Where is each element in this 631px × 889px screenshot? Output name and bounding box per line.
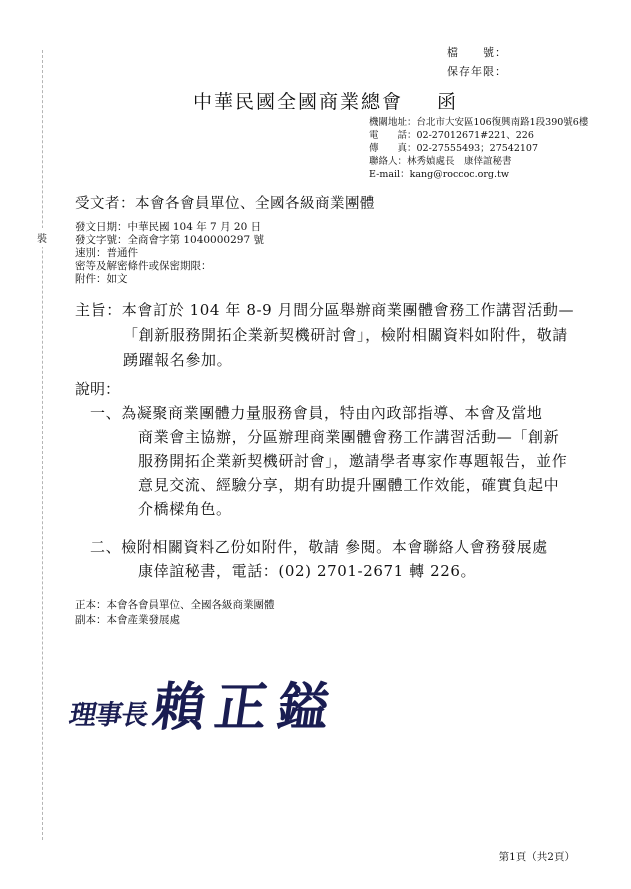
item-line: 服務開拓企業新契機研討會」，邀請學者專家作專題報告，並作 — [138, 452, 568, 470]
subject-line: 主旨：本會訂於 104 年 8-9 月間分區舉辦商業團體會務工作講習活動— — [75, 301, 575, 319]
original-recipients: 正本：本會各會員單位、全國各級商業團體 — [75, 599, 275, 611]
signature-name: 賴正鎰 — [149, 677, 344, 738]
receiver-line: 受文者：本會各會員單位、全國各級商業團體 — [75, 196, 375, 212]
copy-recipients: 副本：本會產業發展處 — [75, 614, 180, 626]
explanation-item-2 — [90, 535, 548, 583]
organization-title: 中華民國全國商業總會 — [193, 91, 404, 113]
chairman-signature — [66, 660, 344, 740]
signature-title: 理事長 — [66, 700, 151, 731]
dispatch-number: 發文字號：全商會字第 1040000297 號 — [75, 234, 264, 246]
attachment: 附件：如文 — [75, 273, 128, 285]
contact-person: 聯絡人：林秀媜處長 康倖誼秘書 — [369, 156, 512, 167]
contact-email: E-mail：kang@roccoc.org.tw — [369, 169, 509, 180]
subject-line: 踴躍報名參加。 — [123, 351, 233, 369]
item-line: 康倖誼秘書，電話：(02) 2701-2671 轉 226。 — [138, 562, 477, 580]
binding-line — [42, 50, 43, 840]
urgency: 速別：普通件 — [75, 247, 138, 259]
contact-phone: 電 話：02-27012671#221、226 — [369, 130, 534, 141]
contact-fax: 傳 真：02-27555493；27542107 — [369, 143, 539, 154]
retention-period-label: 保存年限： — [447, 65, 507, 78]
distribution-list — [75, 598, 275, 628]
item-line: 一、為凝聚商業團體力量服務會員，特由內政部指導、本會及當地 — [90, 404, 543, 422]
binding-mark: 裝 — [37, 228, 47, 247]
archive-number-label: 檔 號： — [447, 46, 507, 59]
item-line: 商業會主協辦，分區辦理商業團體會務工作講習活動—「創新 — [138, 428, 560, 446]
document-type: 函 — [437, 91, 457, 113]
dispatch-meta — [75, 221, 264, 286]
subject-paragraph — [75, 298, 574, 373]
item-line: 意見交流、經驗分享，期有助提升團體工作效能，確實負起中 — [138, 476, 560, 494]
item-line: 二、檢附相關資料乙份如附件，敬請 參閱。本會聯絡人會務發展處 — [90, 538, 548, 556]
contact-address: 機關地址：台北市大安區106復興南路1段390號6樓 — [369, 117, 589, 128]
explanation-item-1 — [90, 401, 567, 521]
item-line: 介橋樑角色。 — [138, 500, 232, 518]
explanation-label: 說明： — [75, 380, 121, 398]
page-number: 第1頁（共2頁） — [498, 851, 575, 863]
dispatch-date: 發文日期：中華民國 104 年 7 月 20 日 — [75, 221, 262, 233]
subject-line: 「創新服務開拓企業新契機研討會」，檢附相關資料如附件，敬請 — [123, 326, 568, 344]
confidentiality: 密等及解密條件或保密期限： — [75, 260, 212, 272]
